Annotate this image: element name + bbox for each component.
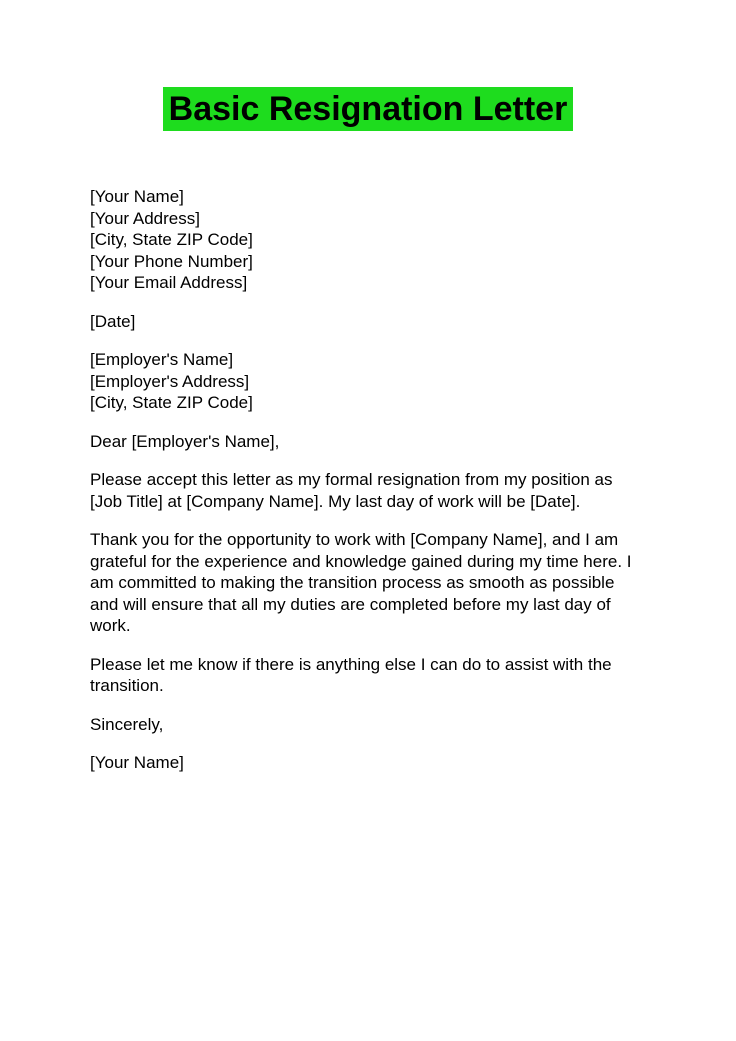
sender-address-block	[90, 186, 647, 294]
sender-address-line: [Your Address]	[90, 208, 200, 228]
date-line: [Date]	[90, 311, 136, 331]
letter-body	[90, 186, 647, 791]
recipient-city-line: [City, State ZIP Code]	[90, 393, 253, 412]
closing-line: Sincerely,	[90, 714, 164, 734]
recipient-address-block	[90, 349, 647, 414]
sender-name-line: [Your Name]	[90, 187, 184, 206]
salutation-line: Dear [Employer's Name],	[90, 431, 280, 451]
paragraph-gratitude: Thank you for the opportunity to work with [Company Name], and I am grateful for the experience and knowledge gained during my time here. I am committed to making the transition process as smooth as possible and will ensure that all my duties are completed before my last day of work.	[90, 530, 632, 635]
sender-city-line: [City, State ZIP Code]	[90, 230, 253, 249]
sender-email-line: [Your Email Address]	[90, 273, 248, 292]
sender-phone-line: [Your Phone Number]	[90, 251, 253, 271]
signature-line: [Your Name]	[90, 753, 184, 772]
recipient-name-line: [Employer's Name]	[90, 350, 234, 369]
document-title: Basic Resignation Letter	[163, 87, 574, 131]
date-block	[90, 311, 647, 333]
paragraph-resignation: Please accept this letter as my formal resignation from my position as [Job Title] at [Company Name]. My last day of work will be [Date].	[90, 470, 613, 511]
document-title-row	[0, 87, 736, 131]
paragraph-assistance: Please let me know if there is anything else I can do to assist with the transition.	[90, 654, 612, 695]
recipient-address-line: [Employer's Address]	[90, 371, 250, 391]
